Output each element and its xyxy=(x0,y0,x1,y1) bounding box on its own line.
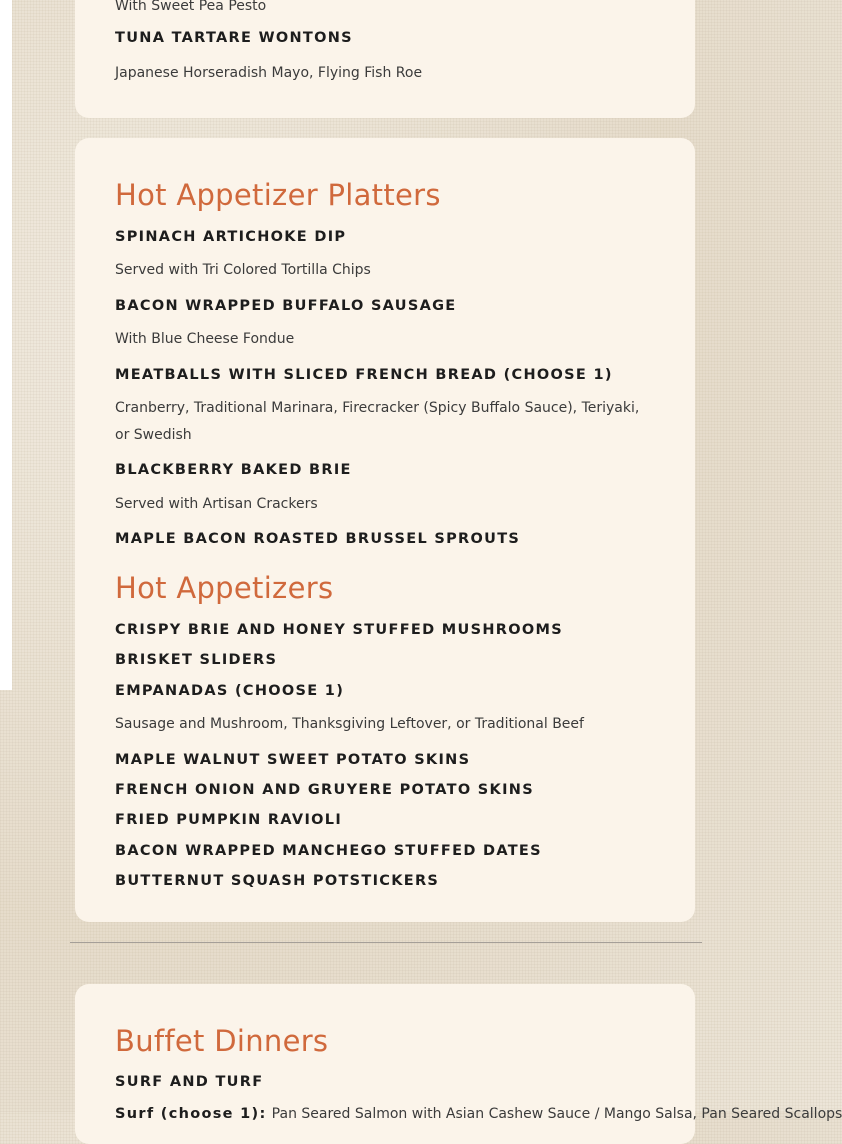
item-name: MAPLE WALNUT SWEET POTATO SKINS xyxy=(115,752,471,768)
item-description: Japanese Horseradish Mayo, Flying Fish Roe xyxy=(115,65,423,81)
surf-choice-row xyxy=(115,1103,842,1122)
left-edge xyxy=(0,0,12,690)
item-name: BACON WRAPPED MANCHEGO STUFFED DATES xyxy=(115,843,542,859)
surf-choice-label: Surf (choose 1): xyxy=(115,1106,267,1122)
item-name: SPINACH ARTICHOKE DIP xyxy=(115,229,347,245)
item-description: Sausage and Mushroom, Thanksgiving Leftover, or Traditional Beef xyxy=(115,716,584,732)
item-name: EMPANADAS (CHOOSE 1) xyxy=(115,683,345,699)
item-description: Cranberry, Traditional Marinara, Firecracker (Spicy Buffalo Sauce), Teriyaki, or Swedish xyxy=(115,400,640,443)
cold-appetizers-card xyxy=(75,0,695,118)
item-name: BACON WRAPPED BUFFALO SAUSAGE xyxy=(115,298,457,314)
item-name: FRENCH ONION AND GRUYERE POTATO SKINS xyxy=(115,782,534,798)
item-description: Served with Tri Colored Tortilla Chips xyxy=(115,262,371,278)
section-divider xyxy=(70,942,702,943)
item-name: MEATBALLS WITH SLICED FRENCH BREAD (CHOOSE 1) xyxy=(115,367,613,383)
section-title-hot-appetizer-platters: Hot Appetizer Platters xyxy=(115,178,441,212)
item-name: BRISKET SLIDERS xyxy=(115,652,278,668)
buffet-dinners-card xyxy=(75,984,842,1144)
item-name: BUTTERNUT SQUASH POTSTICKERS xyxy=(115,873,440,889)
item-name: FRIED PUMPKIN RAVIOLI xyxy=(115,812,343,828)
item-name: BLACKBERRY BAKED BRIE xyxy=(115,462,352,478)
item-description: With Sweet Pea Pesto xyxy=(115,0,267,14)
item-description: Served with Artisan Crackers xyxy=(115,496,318,512)
surf-choice-text: Pan Seared Salmon with Asian Cashew Sauce / Mango Salsa, Pan Seared Scallops xyxy=(271,1106,842,1122)
item-name: SURF AND TURF xyxy=(115,1074,264,1090)
section-title-buffet-dinners: Buffet Dinners xyxy=(115,1024,329,1058)
item-name: TUNA TARTARE WONTONS xyxy=(115,30,353,46)
item-name: CRISPY BRIE AND HONEY STUFFED MUSHROOMS xyxy=(115,622,563,638)
section-title-hot-appetizers: Hot Appetizers xyxy=(115,571,334,605)
item-name: MAPLE BACON ROASTED BRUSSEL SPROUTS xyxy=(115,531,521,547)
item-description: With Blue Cheese Fondue xyxy=(115,331,295,347)
hot-appetizers-card xyxy=(75,138,695,922)
